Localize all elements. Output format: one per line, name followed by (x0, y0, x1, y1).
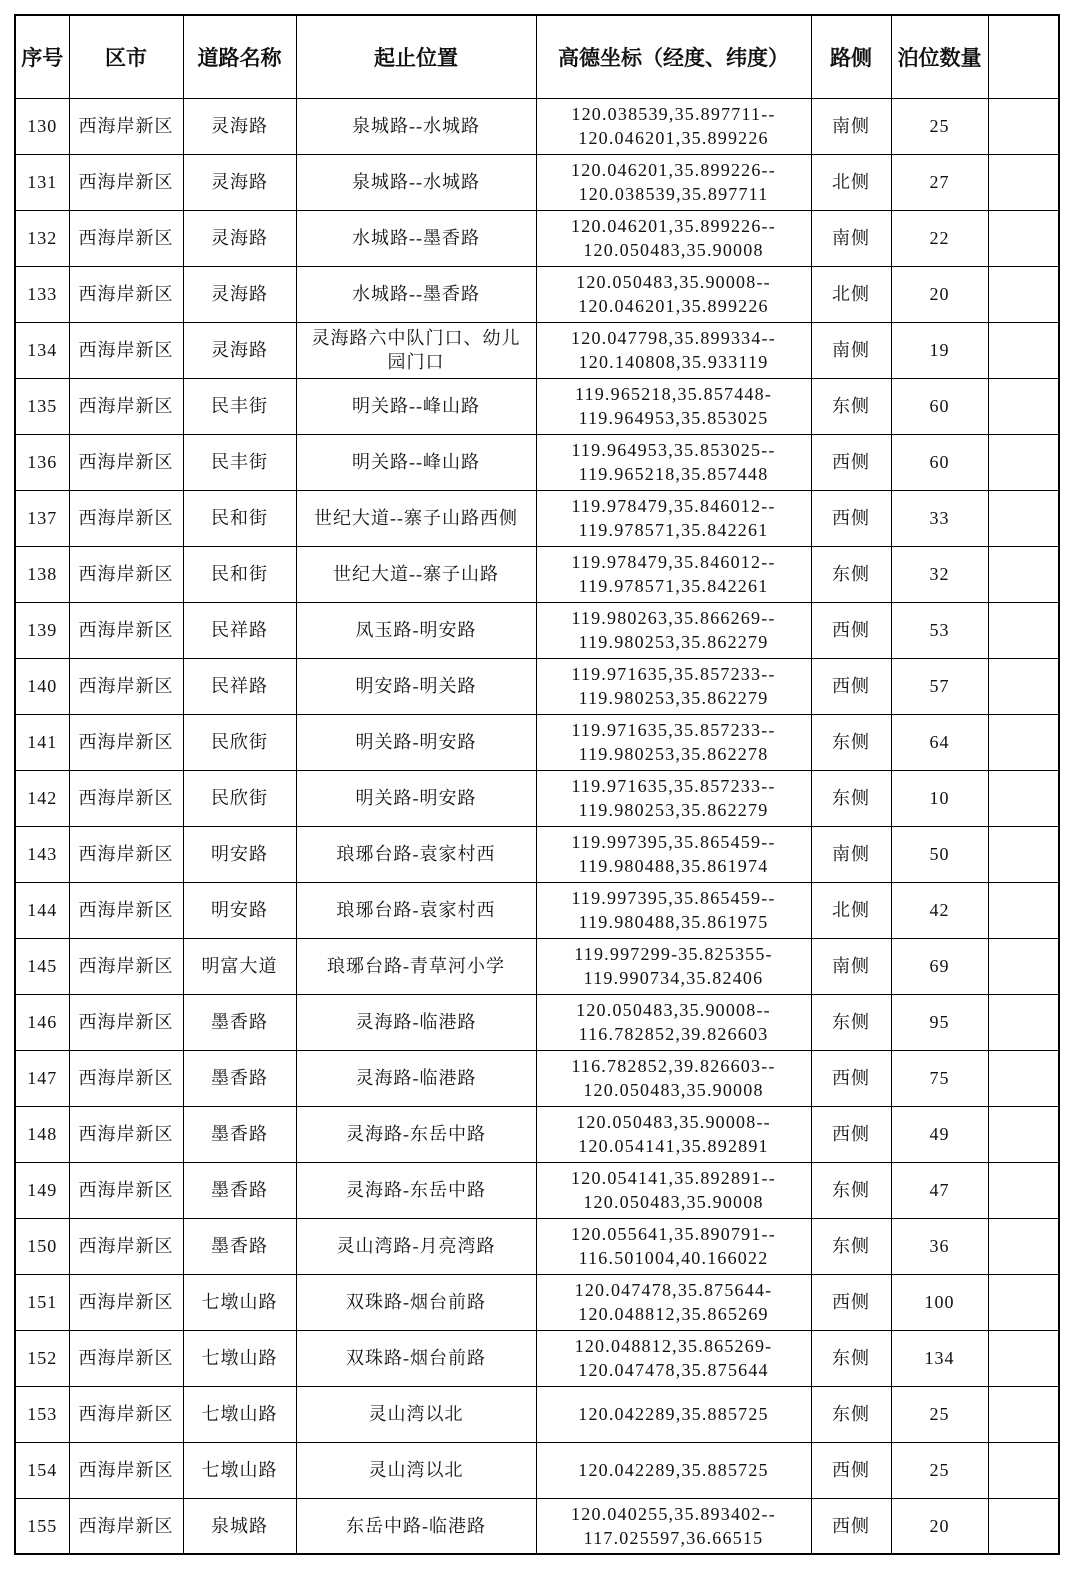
cell-road-name: 民和街 (183, 546, 296, 602)
cell-coordinates (536, 98, 811, 154)
cell-start-end-location: 明关路--峰山路 (296, 378, 536, 434)
cell-empty (988, 602, 1059, 658)
cell-road-side: 东侧 (811, 1218, 891, 1274)
cell-district: 西海岸新区 (69, 1050, 183, 1106)
cell-road-name: 墨香路 (183, 1218, 296, 1274)
cell-district: 西海岸新区 (69, 1442, 183, 1498)
table-row (15, 1386, 1059, 1442)
table-row (15, 546, 1059, 602)
cell-serial-number: 130 (15, 98, 69, 154)
cell-serial-number: 146 (15, 994, 69, 1050)
cell-road-side: 南侧 (811, 322, 891, 378)
cell-start-end-location: 凤玉路-明安路 (296, 602, 536, 658)
cell-road-side: 北侧 (811, 882, 891, 938)
table-row (15, 994, 1059, 1050)
cell-coordinates (536, 1274, 811, 1330)
cell-serial-number: 142 (15, 770, 69, 826)
table-row (15, 714, 1059, 770)
cell-road-side: 东侧 (811, 1386, 891, 1442)
cell-berth-count: 25 (891, 1386, 988, 1442)
cell-empty (988, 154, 1059, 210)
cell-road-side: 东侧 (811, 378, 891, 434)
table-row (15, 1162, 1059, 1218)
cell-district: 西海岸新区 (69, 770, 183, 826)
cell-empty (988, 770, 1059, 826)
cell-road-name: 墨香路 (183, 1106, 296, 1162)
cell-serial-number: 131 (15, 154, 69, 210)
cell-start-end-location: 灵海路-临港路 (296, 994, 536, 1050)
cell-coordinates (536, 714, 811, 770)
coordinate-point: 120.042289,35.885725 (578, 1404, 769, 1424)
coordinate-end: 120.046201,35.899226 (578, 128, 769, 148)
coordinate-end: 120.140808,35.933119 (578, 352, 769, 372)
cell-start-end-location: 灵山湾路-月亮湾路 (296, 1218, 536, 1274)
cell-berth-count: 134 (891, 1330, 988, 1386)
table-row (15, 98, 1059, 154)
coordinate-end: 116.501004,40.166022 (578, 1248, 769, 1268)
table-row (15, 1106, 1059, 1162)
header-amap-coordinates: 高德坐标（经度、纬度） (536, 15, 811, 98)
cell-district: 西海岸新区 (69, 210, 183, 266)
cell-berth-count: 19 (891, 322, 988, 378)
cell-start-end-location: 双珠路-烟台前路 (296, 1274, 536, 1330)
coordinate-end: 119.980488,35.861974 (578, 856, 769, 876)
cell-coordinates (536, 1330, 811, 1386)
cell-coordinates (536, 938, 811, 994)
coordinate-start: 120.055641,35.890791-- (571, 1224, 776, 1244)
cell-road-side: 西侧 (811, 434, 891, 490)
cell-start-end-location: 明关路--峰山路 (296, 434, 536, 490)
cell-start-end-location: 灵海路-东岳中路 (296, 1162, 536, 1218)
cell-road-name: 墨香路 (183, 1050, 296, 1106)
cell-road-name: 七墩山路 (183, 1442, 296, 1498)
table-row (15, 770, 1059, 826)
cell-district: 西海岸新区 (69, 1386, 183, 1442)
cell-district: 西海岸新区 (69, 1162, 183, 1218)
cell-start-end-location: 双珠路-烟台前路 (296, 1330, 536, 1386)
table-row (15, 322, 1059, 378)
table-row (15, 826, 1059, 882)
coordinate-end: 120.050483,35.90008 (583, 240, 764, 260)
cell-district: 西海岸新区 (69, 994, 183, 1050)
table-row (15, 210, 1059, 266)
cell-road-side: 西侧 (811, 1274, 891, 1330)
cell-district: 西海岸新区 (69, 1274, 183, 1330)
cell-district: 西海岸新区 (69, 98, 183, 154)
cell-berth-count: 69 (891, 938, 988, 994)
coordinate-end: 119.965218,35.857448 (578, 464, 769, 484)
cell-berth-count: 95 (891, 994, 988, 1050)
cell-berth-count: 100 (891, 1274, 988, 1330)
cell-serial-number: 136 (15, 434, 69, 490)
cell-start-end-location: 世纪大道--寨子山路 (296, 546, 536, 602)
cell-start-end-location: 泉城路--水城路 (296, 154, 536, 210)
table-row (15, 1442, 1059, 1498)
coordinate-start: 116.782852,39.826603-- (571, 1056, 776, 1076)
coordinate-start: 119.997299-35.825355- (574, 944, 773, 964)
coordinate-start: 119.997395,35.865459-- (571, 832, 776, 852)
cell-start-end-location: 泉城路--水城路 (296, 98, 536, 154)
coordinate-end: 119.980253,35.862278 (578, 744, 769, 764)
coordinate-end: 120.047478,35.875644 (578, 1360, 769, 1380)
cell-berth-count: 57 (891, 658, 988, 714)
cell-road-side: 西侧 (811, 602, 891, 658)
cell-district: 西海岸新区 (69, 490, 183, 546)
coordinate-end: 119.990734,35.82406 (583, 968, 764, 988)
coordinate-start: 119.978479,35.846012-- (571, 496, 776, 516)
cell-serial-number: 132 (15, 210, 69, 266)
cell-road-name: 明富大道 (183, 938, 296, 994)
table-row (15, 1218, 1059, 1274)
cell-district: 西海岸新区 (69, 1218, 183, 1274)
cell-start-end-location: 明关路-明安路 (296, 714, 536, 770)
cell-serial-number: 151 (15, 1274, 69, 1330)
cell-empty (988, 546, 1059, 602)
cell-berth-count: 53 (891, 602, 988, 658)
cell-start-end-location: 琅琊台路-青草河小学 (296, 938, 536, 994)
cell-coordinates (536, 1162, 811, 1218)
cell-empty (988, 322, 1059, 378)
cell-berth-count: 64 (891, 714, 988, 770)
cell-start-end-location: 水城路--墨香路 (296, 266, 536, 322)
cell-berth-count: 42 (891, 882, 988, 938)
cell-coordinates (536, 266, 811, 322)
cell-coordinates (536, 210, 811, 266)
coordinate-end: 119.980253,35.862279 (578, 800, 769, 820)
header-district: 区市 (69, 15, 183, 98)
coordinate-end: 120.050483,35.90008 (583, 1192, 764, 1212)
cell-empty (988, 1106, 1059, 1162)
table-row (15, 490, 1059, 546)
header-serial-number: 序号 (15, 15, 69, 98)
coordinate-start: 119.971635,35.857233-- (571, 720, 776, 740)
header-berth-count: 泊位数量 (891, 15, 988, 98)
coordinate-start: 120.048812,35.865269- (574, 1336, 773, 1356)
cell-serial-number: 143 (15, 826, 69, 882)
coordinate-end: 116.782852,39.826603 (578, 1024, 769, 1044)
cell-road-side: 东侧 (811, 1330, 891, 1386)
cell-empty (988, 938, 1059, 994)
cell-berth-count: 36 (891, 1218, 988, 1274)
cell-coordinates (536, 1498, 811, 1554)
cell-road-side: 东侧 (811, 714, 891, 770)
cell-serial-number: 133 (15, 266, 69, 322)
coordinate-start: 120.050483,35.90008-- (576, 1000, 771, 1020)
cell-empty (988, 882, 1059, 938)
cell-empty (988, 1442, 1059, 1498)
cell-serial-number: 155 (15, 1498, 69, 1554)
cell-road-name: 民祥路 (183, 658, 296, 714)
cell-district: 西海岸新区 (69, 1498, 183, 1554)
cell-coordinates (536, 546, 811, 602)
table-row (15, 154, 1059, 210)
table-header-row (15, 15, 1059, 98)
cell-start-end-location: 琅琊台路-袁家村西 (296, 826, 536, 882)
coordinate-end: 119.980488,35.861975 (578, 912, 769, 932)
cell-road-name: 七墩山路 (183, 1274, 296, 1330)
cell-empty (988, 1218, 1059, 1274)
coordinate-start: 119.971635,35.857233-- (571, 776, 776, 796)
cell-coordinates (536, 602, 811, 658)
cell-start-end-location: 东岳中路-临港路 (296, 1498, 536, 1554)
cell-coordinates (536, 1106, 811, 1162)
cell-start-end-location: 灵山湾以北 (296, 1442, 536, 1498)
cell-road-side: 北侧 (811, 266, 891, 322)
cell-road-side: 东侧 (811, 546, 891, 602)
cell-district: 西海岸新区 (69, 154, 183, 210)
cell-coordinates (536, 322, 811, 378)
cell-empty (988, 826, 1059, 882)
cell-start-end-location: 灵海路六中队门口、幼儿园门口 (296, 322, 536, 378)
header-empty (988, 15, 1059, 98)
cell-coordinates (536, 490, 811, 546)
cell-road-name: 泉城路 (183, 1498, 296, 1554)
cell-serial-number: 134 (15, 322, 69, 378)
parking-table-document (14, 14, 1058, 1555)
cell-empty (988, 378, 1059, 434)
cell-coordinates (536, 826, 811, 882)
cell-road-name: 民和街 (183, 490, 296, 546)
cell-district: 西海岸新区 (69, 546, 183, 602)
coordinate-start: 119.997395,35.865459-- (571, 888, 776, 908)
cell-district: 西海岸新区 (69, 658, 183, 714)
header-road-side: 路侧 (811, 15, 891, 98)
cell-empty (988, 1162, 1059, 1218)
coordinate-end: 119.978571,35.842261 (578, 576, 769, 596)
cell-coordinates (536, 1386, 811, 1442)
cell-empty (988, 1050, 1059, 1106)
cell-road-name: 民丰街 (183, 434, 296, 490)
cell-start-end-location: 水城路--墨香路 (296, 210, 536, 266)
cell-district: 西海岸新区 (69, 378, 183, 434)
table-row (15, 938, 1059, 994)
cell-start-end-location: 明安路-明关路 (296, 658, 536, 714)
cell-coordinates (536, 994, 811, 1050)
coordinate-end: 119.978571,35.842261 (578, 520, 769, 540)
cell-berth-count: 10 (891, 770, 988, 826)
cell-road-name: 民丰街 (183, 378, 296, 434)
cell-berth-count: 20 (891, 1498, 988, 1554)
cell-road-name: 民欣街 (183, 714, 296, 770)
coordinate-end: 119.980253,35.862279 (578, 632, 769, 652)
cell-serial-number: 135 (15, 378, 69, 434)
table-row (15, 378, 1059, 434)
cell-district: 西海岸新区 (69, 826, 183, 882)
cell-berth-count: 25 (891, 1442, 988, 1498)
cell-serial-number: 145 (15, 938, 69, 994)
cell-serial-number: 148 (15, 1106, 69, 1162)
cell-district: 西海岸新区 (69, 938, 183, 994)
cell-road-side: 西侧 (811, 658, 891, 714)
cell-road-name: 墨香路 (183, 994, 296, 1050)
coordinate-start: 119.965218,35.857448- (574, 384, 773, 404)
cell-empty (988, 266, 1059, 322)
cell-empty (988, 210, 1059, 266)
cell-district: 西海岸新区 (69, 602, 183, 658)
cell-district: 西海岸新区 (69, 1330, 183, 1386)
coordinate-start: 120.050483,35.90008-- (576, 272, 771, 292)
cell-empty (988, 98, 1059, 154)
table-row (15, 266, 1059, 322)
cell-serial-number: 149 (15, 1162, 69, 1218)
cell-coordinates (536, 770, 811, 826)
cell-road-side: 西侧 (811, 1106, 891, 1162)
cell-road-name: 灵海路 (183, 154, 296, 210)
cell-district: 西海岸新区 (69, 882, 183, 938)
cell-road-side: 南侧 (811, 826, 891, 882)
coordinate-end: 120.046201,35.899226 (578, 296, 769, 316)
cell-start-end-location: 琅琊台路-袁家村西 (296, 882, 536, 938)
coordinate-start: 119.964953,35.853025-- (571, 440, 776, 460)
cell-berth-count: 75 (891, 1050, 988, 1106)
cell-empty (988, 994, 1059, 1050)
cell-empty (988, 714, 1059, 770)
cell-serial-number: 154 (15, 1442, 69, 1498)
coordinate-start: 120.047798,35.899334-- (571, 328, 776, 348)
cell-coordinates (536, 1050, 811, 1106)
table-row (15, 602, 1059, 658)
cell-start-end-location: 世纪大道--寨子山路西侧 (296, 490, 536, 546)
cell-start-end-location: 灵海路-临港路 (296, 1050, 536, 1106)
cell-district: 西海岸新区 (69, 1106, 183, 1162)
coordinate-end: 119.980253,35.862279 (578, 688, 769, 708)
cell-berth-count: 20 (891, 266, 988, 322)
coordinate-start: 119.971635,35.857233-- (571, 664, 776, 684)
coordinate-end: 117.025597,36.66515 (583, 1527, 764, 1548)
cell-coordinates (536, 658, 811, 714)
cell-road-side: 南侧 (811, 98, 891, 154)
cell-serial-number: 153 (15, 1386, 69, 1442)
cell-berth-count: 22 (891, 210, 988, 266)
coordinate-start: 120.047478,35.875644- (574, 1280, 773, 1300)
cell-serial-number: 140 (15, 658, 69, 714)
cell-coordinates (536, 882, 811, 938)
coordinate-start: 120.046201,35.899226-- (571, 160, 776, 180)
cell-empty (988, 1330, 1059, 1386)
coordinate-start: 120.054141,35.892891-- (571, 1168, 776, 1188)
cell-road-side: 西侧 (811, 490, 891, 546)
coordinate-end: 119.964953,35.853025 (578, 408, 769, 428)
cell-road-name: 七墩山路 (183, 1330, 296, 1386)
coordinate-start: 120.046201,35.899226-- (571, 216, 776, 236)
coordinate-start: 119.978479,35.846012-- (571, 552, 776, 572)
cell-district: 西海岸新区 (69, 714, 183, 770)
coordinate-start: 120.038539,35.897711-- (571, 104, 776, 124)
coordinate-point: 120.042289,35.885725 (578, 1460, 769, 1480)
cell-road-name: 墨香路 (183, 1162, 296, 1218)
cell-start-end-location: 灵海路-东岳中路 (296, 1106, 536, 1162)
table-row (15, 1050, 1059, 1106)
cell-berth-count: 27 (891, 154, 988, 210)
cell-serial-number: 152 (15, 1330, 69, 1386)
cell-coordinates (536, 154, 811, 210)
cell-road-name: 灵海路 (183, 98, 296, 154)
table-row (15, 1498, 1059, 1554)
table-row (15, 434, 1059, 490)
cell-road-name: 灵海路 (183, 322, 296, 378)
cell-berth-count: 60 (891, 434, 988, 490)
cell-start-end-location: 灵山湾以北 (296, 1386, 536, 1442)
header-start-end-location: 起止位置 (296, 15, 536, 98)
cell-serial-number: 150 (15, 1218, 69, 1274)
cell-berth-count: 49 (891, 1106, 988, 1162)
cell-berth-count: 50 (891, 826, 988, 882)
cell-road-name: 明安路 (183, 826, 296, 882)
cell-serial-number: 139 (15, 602, 69, 658)
cell-start-end-location: 明关路-明安路 (296, 770, 536, 826)
cell-berth-count: 33 (891, 490, 988, 546)
cell-empty (988, 1386, 1059, 1442)
cell-serial-number: 137 (15, 490, 69, 546)
cell-road-side: 西侧 (811, 1498, 891, 1554)
cell-serial-number: 141 (15, 714, 69, 770)
cell-road-side: 东侧 (811, 1162, 891, 1218)
cell-road-side: 西侧 (811, 1442, 891, 1498)
table-row (15, 1274, 1059, 1330)
cell-road-name: 灵海路 (183, 266, 296, 322)
cell-road-name: 民欣街 (183, 770, 296, 826)
cell-coordinates (536, 1218, 811, 1274)
cell-empty (988, 1274, 1059, 1330)
cell-coordinates (536, 378, 811, 434)
cell-berth-count: 25 (891, 98, 988, 154)
cell-empty (988, 434, 1059, 490)
cell-road-side: 东侧 (811, 770, 891, 826)
cell-berth-count: 32 (891, 546, 988, 602)
cell-empty (988, 490, 1059, 546)
cell-road-name: 民祥路 (183, 602, 296, 658)
header-road-name: 道路名称 (183, 15, 296, 98)
coordinate-end: 120.038539,35.897711 (578, 184, 769, 204)
cell-coordinates (536, 1442, 811, 1498)
coordinate-end: 120.048812,35.865269 (578, 1304, 769, 1324)
cell-road-name: 灵海路 (183, 210, 296, 266)
table-row (15, 1330, 1059, 1386)
coordinate-start: 119.980263,35.866269-- (571, 608, 776, 628)
cell-road-side: 南侧 (811, 938, 891, 994)
cell-district: 西海岸新区 (69, 434, 183, 490)
table-row (15, 658, 1059, 714)
coordinate-start: 120.040255,35.893402-- (571, 1503, 776, 1524)
cell-road-name: 七墩山路 (183, 1386, 296, 1442)
cell-road-name: 明安路 (183, 882, 296, 938)
cell-road-side: 北侧 (811, 154, 891, 210)
cell-coordinates (536, 434, 811, 490)
parking-berth-table (14, 14, 1060, 1555)
cell-berth-count: 47 (891, 1162, 988, 1218)
cell-road-side: 东侧 (811, 994, 891, 1050)
cell-road-side: 西侧 (811, 1050, 891, 1106)
cell-serial-number: 147 (15, 1050, 69, 1106)
cell-serial-number: 138 (15, 546, 69, 602)
cell-empty (988, 1498, 1059, 1554)
coordinate-end: 120.054141,35.892891 (578, 1136, 769, 1156)
cell-serial-number: 144 (15, 882, 69, 938)
coordinate-start: 120.050483,35.90008-- (576, 1112, 771, 1132)
cell-road-side: 南侧 (811, 210, 891, 266)
table-row (15, 882, 1059, 938)
cell-district: 西海岸新区 (69, 266, 183, 322)
cell-empty (988, 658, 1059, 714)
coordinate-end: 120.050483,35.90008 (583, 1080, 764, 1100)
cell-berth-count: 60 (891, 378, 988, 434)
cell-district: 西海岸新区 (69, 322, 183, 378)
